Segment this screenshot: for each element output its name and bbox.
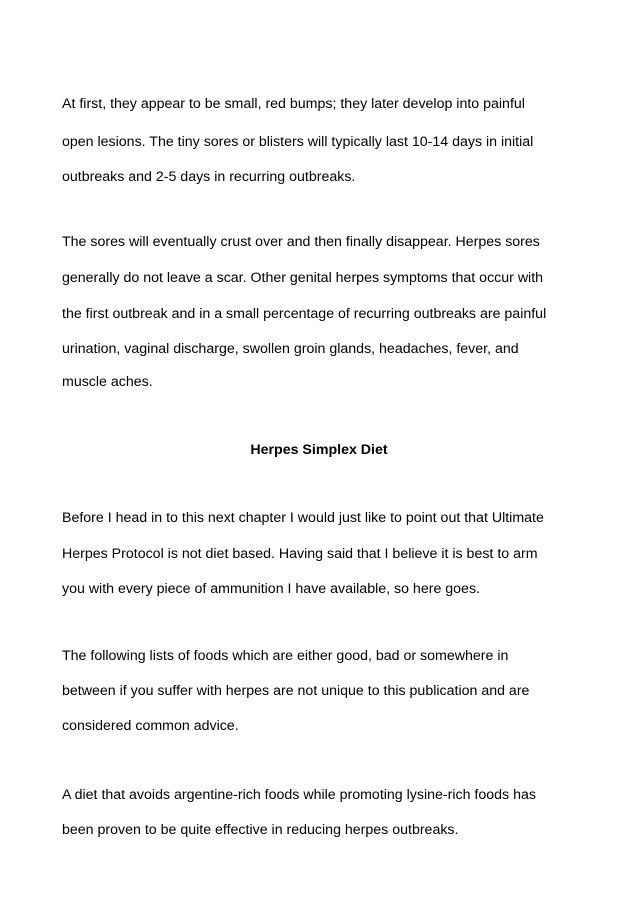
paragraph-line: urination, vaginal discharge, swollen groin glands, headaches, fever, and [62, 341, 519, 357]
paragraph-line: outbreaks and 2-5 days in recurring outbreaks. [62, 169, 356, 185]
paragraph-line: considered common advice. [62, 718, 239, 734]
paragraph-line: Herpes Protocol is not diet based. Having said that I believe it is best to arm [62, 546, 538, 562]
section-heading: Herpes Simplex Diet [250, 442, 388, 458]
paragraph-line: The sores will eventually crust over and then finally disappear. Herpes sores [62, 234, 540, 250]
paragraph-line: been proven to be quite effective in reducing herpes outbreaks. [62, 822, 459, 838]
paragraph-line: A diet that avoids argentine-rich foods while promoting lysine-rich foods has [62, 787, 536, 803]
paragraph-line: between if you suffer with herpes are not unique to this publication and are [62, 683, 530, 699]
paragraph-line: open lesions. The tiny sores or blisters will typically last 10-14 days in initial [62, 134, 534, 150]
paragraph-line: At first, they appear to be small, red bumps; they later develop into painful [62, 96, 525, 112]
paragraph-line: Before I head in to this next chapter I would just like to point out that Ultimate [62, 510, 544, 526]
paragraph-line: the first outbreak and in a small percentage of recurring outbreaks are painful [62, 306, 547, 322]
paragraph-line: muscle aches. [62, 374, 153, 390]
paragraph-line: The following lists of foods which are either good, bad or somewhere in [62, 648, 509, 664]
paragraph-line: generally do not leave a scar. Other genital herpes symptoms that occur with [62, 270, 544, 286]
paragraph-line: you with every piece of ammunition I have available, so here goes. [62, 581, 480, 597]
